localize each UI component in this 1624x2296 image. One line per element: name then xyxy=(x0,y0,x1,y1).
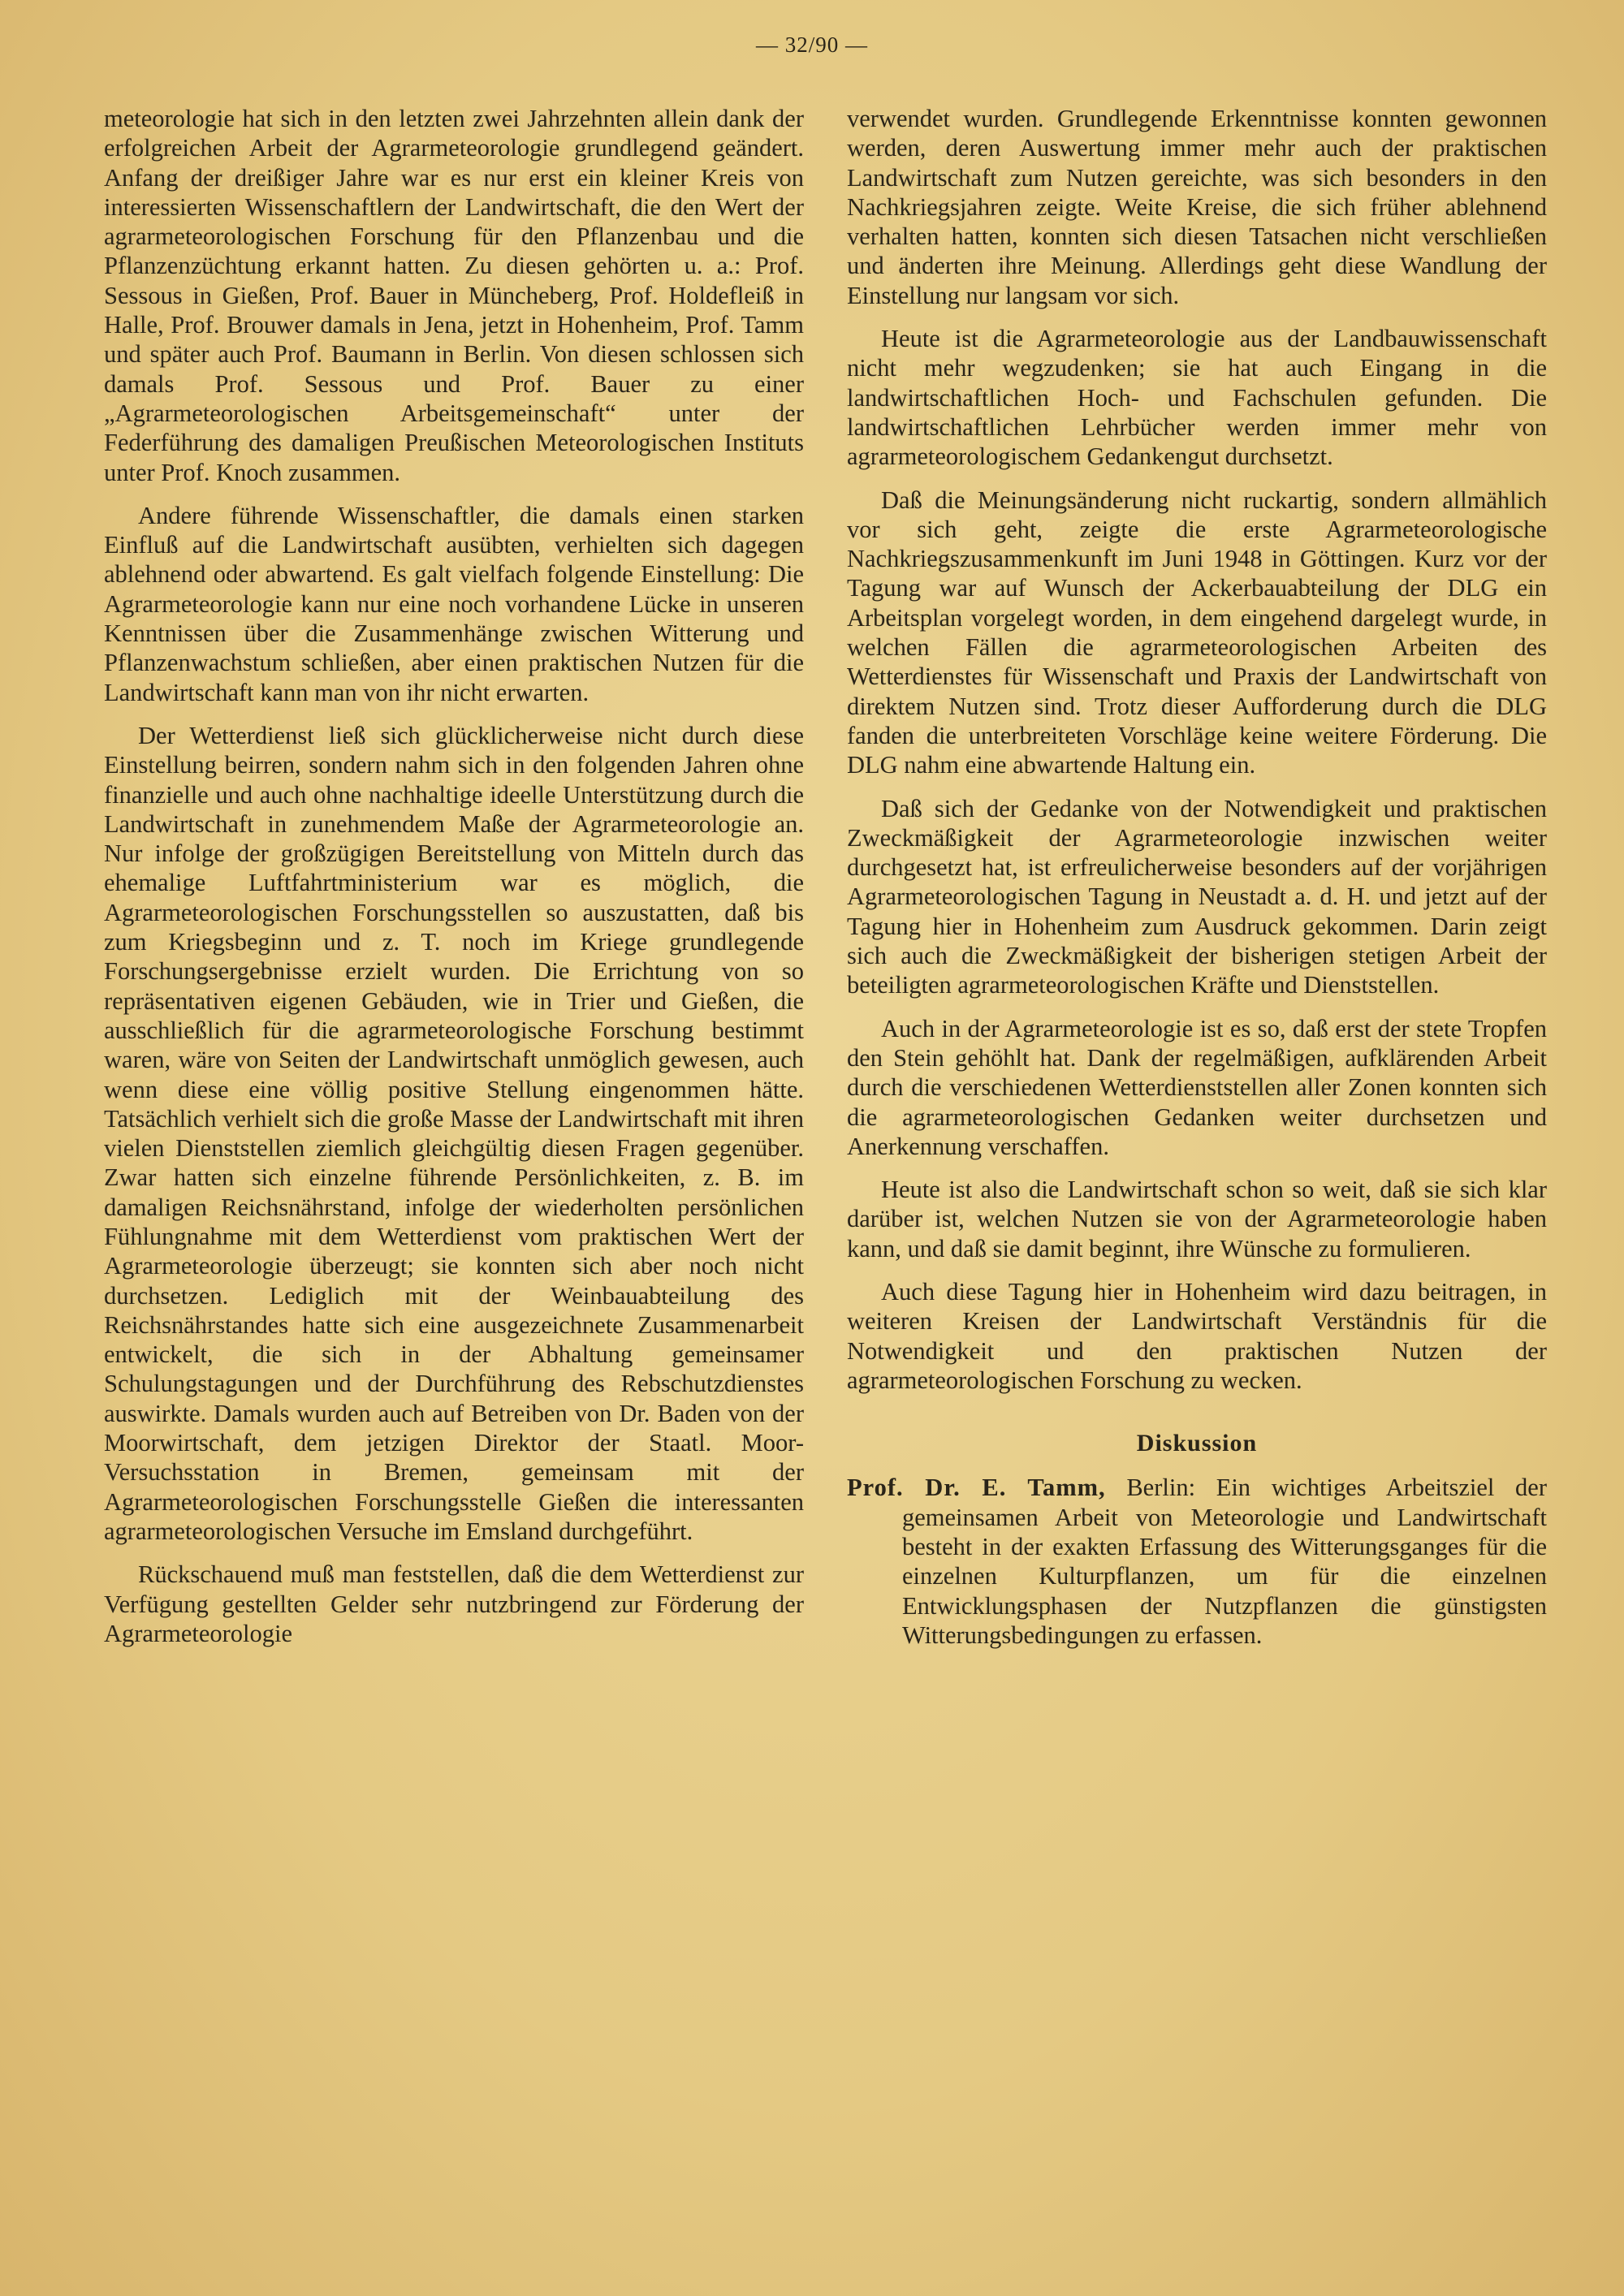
paragraph: Daß die Meinungsänderung nicht ruckartig, sondern allmählich vor sich geht, zeigte die erste Agrarmeteorologische Nachkriegszusammenkunft im Juni 1948 in Göttingen. Kurz vor der Tagung war auf Wunsch der Ackerbauabteilung der DLG ein Arbeitsplan vorgelegt worden, in dem eingehend dargelegt wurde, in welchen Fällen die agrarmeteorologischen Arbeiten des Wetterdienstes für Wissenschaft und Praxis der Landwirtschaft von direktem Nutzen sind. Trotz dieser Aufforderung durch die DLG fanden die unterbreiteten Vorschläge keine weitere Förderung. Die DLG nahm eine abwartende Haltung ein. xyxy=(847,486,1547,779)
page-number: — 32/90 — xyxy=(755,32,868,57)
paragraph: Daß sich der Gedanke von der Notwendigkeit und praktischen Zweckmäßigkeit der Agrarmeteorologie inzwischen weiter durchgesetzt hat, ist erfreulicherweise besonders auf der vorjährigen Agrarmeteorologischen Tagung in Neustadt a. d. H. und jetzt auf der Tagung hier in Hohenheim zum Ausdruck gekommen. Darin zeigt sich auch die Zweckmäßigkeit der bisherigen stetigen Arbeit der beteiligten agrarmeteorologischen Kräfte und Dienststellen. xyxy=(847,794,1547,999)
discussion-speaker: Prof. Dr. E. Tamm, xyxy=(847,1474,1106,1502)
discussion-heading: Diskussion xyxy=(1136,1430,1258,1457)
discussion-text: Berlin: Ein wichtiges Arbeitsziel der gemeinsamen Arbeit von Meteorologie und Landwirtschaft besteht in der exakten Erfassung des Witterungsganges für die einzelnen Kulturpflanzen, um für die einzelnen Entwicklungsphasen der Nutzpflanzen die günstigsten Witterungsbedingungen zu erfassen. xyxy=(902,1474,1547,1649)
right-column xyxy=(847,104,1547,1664)
paragraph: Andere führende Wissenschaftler, die damals einen starken Einfluß auf die Landwirtschaft ausübten, verhielten sich dagegen ablehnend oder abwartend. Es galt vielfach folgende Einstellung: Die Agrarmeteorologie kann nur eine noch vorhandene Lücke in unseren Kenntnissen über die Zusammenhänge zwischen Witterung und Pflanzenwachstum schließen, aber einen praktischen Nutzen für die Landwirtschaft kann man von ihr nicht erwarten. xyxy=(104,501,804,706)
paragraph: Auch in der Agrarmeteorologie ist es so, daß erst der stete Tropfen den Stein gehöhlt hat. Dank der regelmäßigen, aufklärenden Arbeit durch die verschiedenen Wetterdienststellen aller Zonen konnten sich die agrarmeteorologischen Gedanken weiter durchsetzen und Anerkennung verschaffen. xyxy=(847,1014,1547,1160)
paragraph: Der Wetterdienst ließ sich glücklicherweise nicht durch diese Einstellung beirren, sondern nahm sich in den folgenden Jahren ohne finanzielle und auch ohne nachhaltige ideelle Unterstützung durch die Landwirtschaft in zunehmendem Maße der Agrarmeteorologie an. Nur infolge der großzügigen Bereitstellung von Mitteln durch das ehemalige Luftfahrtministerium war es möglich, die Agrarmeteorologischen Forschungsstellen so auszustatten, daß bis zum Kriegsbeginn und z. T. noch im Kriege grundlegende Forschungsergebnisse erzielt wurden. Die Errichtung von so repräsentativen eigenen Gebäuden, wie in Trier und Gießen, die ausschließlich für die agrarmeteorologische Forschung bestimmt waren, wäre von Seiten der Landwirtschaft unmöglich gewesen, auch wenn diese eine völlig positive Stellung eingenommen hätte. Tatsächlich verhielt sich die große Masse der Landwirtschaft mit ihren vielen Dienststellen ziemlich gleichgültig diesen Fragen gegenüber. Zwar hatten sich einzelne führende Persönlichkeiten, z. B. im damaligen Reichsnährstand, infolge der wiederholten persönlichen Fühlungnahme mit dem Wetterdienst vom praktischen Wert der Agrarmeteorologie überzeugt; sie konnten sich aber noch nicht durchsetzen. Lediglich mit der Weinbauabteilung des Reichsnährstandes hatte sich eine ausgezeichnete Zusammenarbeit entwickelt, die sich in der Abhaltung gemeinsamer Schulungstagungen und der Durchführung des Rebschutzdienstes auswirkte. Damals wurden auch auf Betreiben von Dr. Baden von der Moorwirtschaft, dem jetzigen Direktor der Staatl. Moor-Versuchsstation in Bremen, gemeinsam mit der Agrarmeteorologischen Forschungsstelle Gießen die interessanten agrarmeteorologischen Versuche im Emsland durchgeführt. xyxy=(104,721,804,1545)
paragraph: meteorologie hat sich in den letzten zwei Jahrzehnten allein dank der erfolgreichen Arbeit der Agrarmeteorologie grundlegend geändert. Anfang der dreißiger Jahre war es nur erst ein kleiner Kreis von interessierten Wissenschaftlern der Landwirtschaft, die den Wert der agrarmeteorologischen Forschung für den Pflanzenbau und die Pflanzenzüchtung erkannt hatten. Zu diesen gehörten u. a.: Prof. Sessous in Gießen, Prof. Bauer in Müncheberg, Prof. Holdefleiß in Halle, Prof. Brouwer damals in Jena, jetzt in Hohenheim, Prof. Tamm und später auch Prof. Baumann in Berlin. Von diesen schlossen sich damals Prof. Sessous und Prof. Bauer zu einer „Agrarmeteorologischen Arbeitsgemeinschaft“ unter der Federführung des damaligen Preußischen Meteorologischen Instituts unter Prof. Knoch zusammen. xyxy=(104,105,804,486)
paragraph: verwendet wurden. Grundlegende Erkenntnisse konnten gewonnen werden, deren Auswertung immer mehr auch der praktischen Landwirtschaft zum Nutzen gereichte, was sich besonders in den Nachkriegsjahren zeigte. Weite Kreise, die sich früher ablehnend verhalten hatten, konnten sich diesen Tatsachen nicht verschließen und änderten ihre Meinung. Allerdings geht diese Wandlung der Einstellung nur langsam vor sich. xyxy=(847,105,1547,309)
paragraph: Heute ist die Agrarmeteorologie aus der Landbauwissenschaft nicht mehr wegzudenken; sie hat auch Eingang in die landwirtschaftlichen Hoch- und Fachschulen gefunden. Die landwirtschaftlichen Lehrbücher werden immer mehr von agrarmeteorologischem Gedankengut durchsetzt. xyxy=(847,325,1547,471)
paragraph: Rückschauend muß man feststellen, daß die dem Wetterdienst zur Verfügung gestellten Gelder sehr nutzbringend zur Förderung der Agrarmeteorologie xyxy=(104,1560,804,1647)
discussion-entry xyxy=(847,1473,1547,1650)
left-column xyxy=(104,104,804,1662)
paragraph: Heute ist also die Landwirtschaft schon so weit, daß sie sich klar darüber ist, welchen Nutzen sie von der Agrarmeteorologie haben kann, und daß sie damit beginnt, ihre Wünsche zu formulieren. xyxy=(847,1176,1547,1262)
paragraph: Auch diese Tagung hier in Hohenheim wird dazu beitragen, in weiteren Kreisen der Landwirtschaft Verständnis für die Notwendigkeit und den praktischen Nutzen der agrarmeteorologischen Forschung zu wecken. xyxy=(847,1277,1547,1394)
